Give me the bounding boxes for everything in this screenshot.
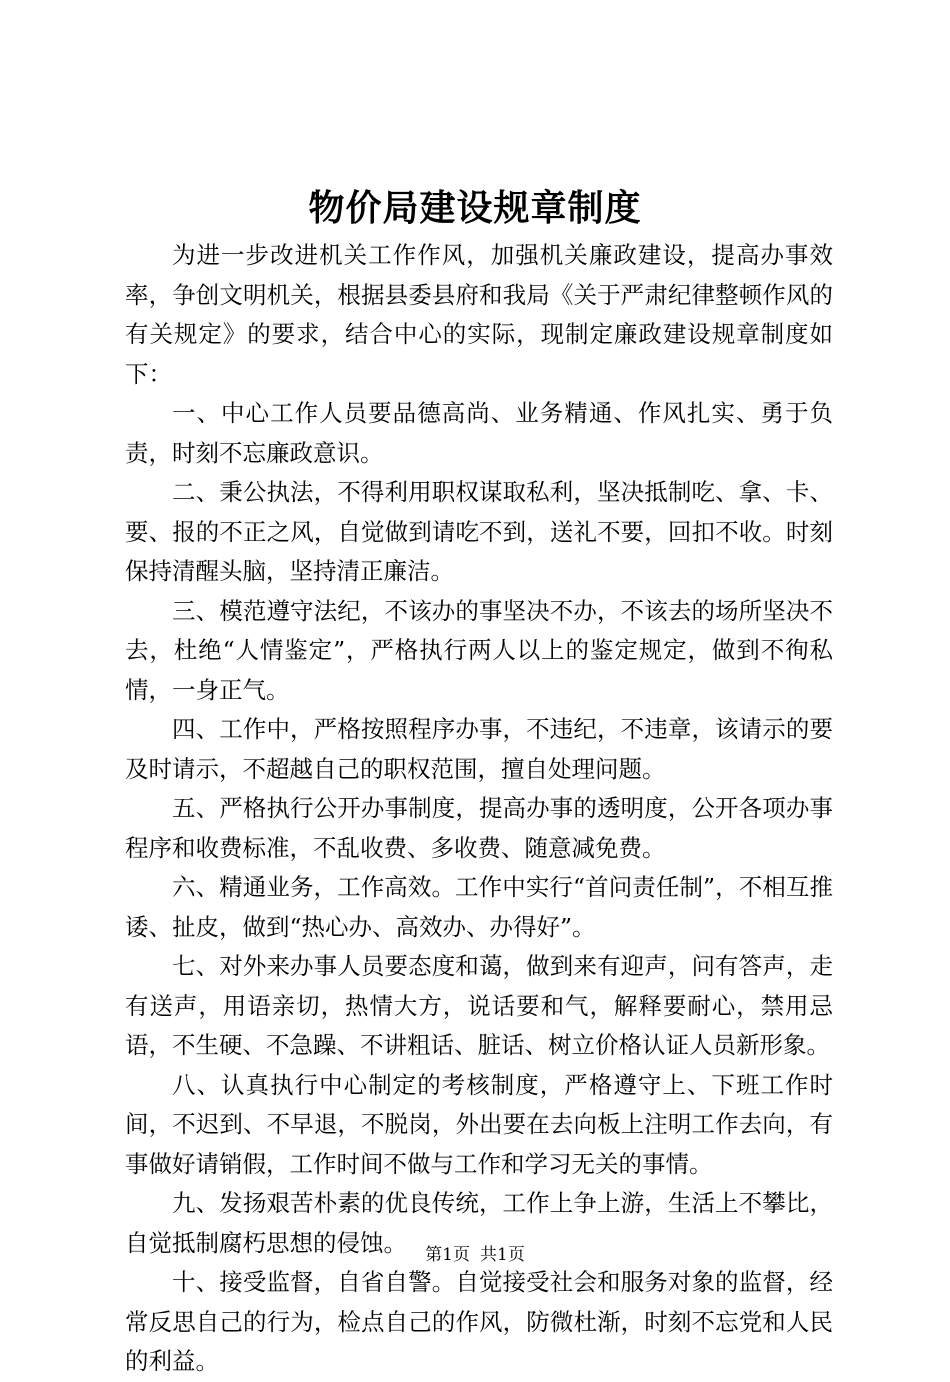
page-total: 共1页 [480,1245,525,1265]
rule-paragraph-5: 五、严格执行公开办事制度，提高办事的透明度，公开各项办事程序和收费标准，不乱收费、多收费、随意减免费。 [125,794,833,862]
page-number: 第1页 [425,1245,470,1265]
document-title: 物价局建设规章制度 [308,187,642,229]
rule-paragraph-8: 八、认真执行中心制定的考核制度，严格遵守上、下班工作时间，不迟到、不早退，不脱岗，外出要在去向板上注明工作去向，有事做好请销假，工作时间不做与工作和学习无关的事情。 [125,1070,833,1178]
rule-paragraph-4: 四、工作中，严格按照程序办事，不违纪，不违章，该请示的要及时请示，不超越自己的职权范围，擅自处理问题。 [125,715,833,783]
rule-paragraph-7: 七、对外来办事人员要态度和蔼，做到来有迎声，问有答声，走有送声，用语亲切，热情大方，说话要和气，解释要耐心，禁用忌语，不生硬、不急躁、不讲粗话、脏话、树立价格认证人员新形象。 [125,952,833,1059]
page-footer [0,1243,950,1267]
rule-paragraph-6: 六、精通业务，工作高效。工作中实行“首问责任制”，不相互推诿、扯皮，做到“热心办、高效办、办得好”。 [125,873,833,941]
rule-paragraph-9: 九、发扬艰苦朴素的优良传统，工作上争上游，生活上不攀比，自觉抵制腐朽思想的侵蚀。 [125,1189,833,1257]
intro-paragraph: 为进一步改进机关工作作风，加强机关廉政建设，提高办事效率，争创文明机关，根据县委县府和我局《关于严肃纪律整顿作风的有关规定》的要求，结合中心的实际，现制定廉政建设规章制度如下： [125,241,833,388]
rule-paragraph-2: 二、秉公执法，不得利用职权谋取私利，坚决抵制吃、拿、卡、要、报的不正之风，自觉做到请吃不到，送礼不要，回扣不收。时刻保持清醒头脑，坚持清正廉洁。 [125,478,833,585]
rule-paragraph-3: 三、模范遵守法纪，不该办的事坚决不办，不该去的场所坚决不去，杜绝“人情鉴定”，严格执行两人以上的鉴定规定，做到不徇私情，一身正气。 [125,596,833,704]
rule-paragraph-1: 一、中心工作人员要品德高尚、业务精通、作风扎实、勇于负责，时刻不忘廉政意识。 [125,399,833,467]
document-body [125,236,833,1382]
rule-paragraph-10: 十、接受监督，自省自警。自觉接受社会和服务对象的监督，经常反思自己的行为，检点自己的作风，防微杜渐，时刻不忘党和人民的利益。 [125,1268,833,1375]
